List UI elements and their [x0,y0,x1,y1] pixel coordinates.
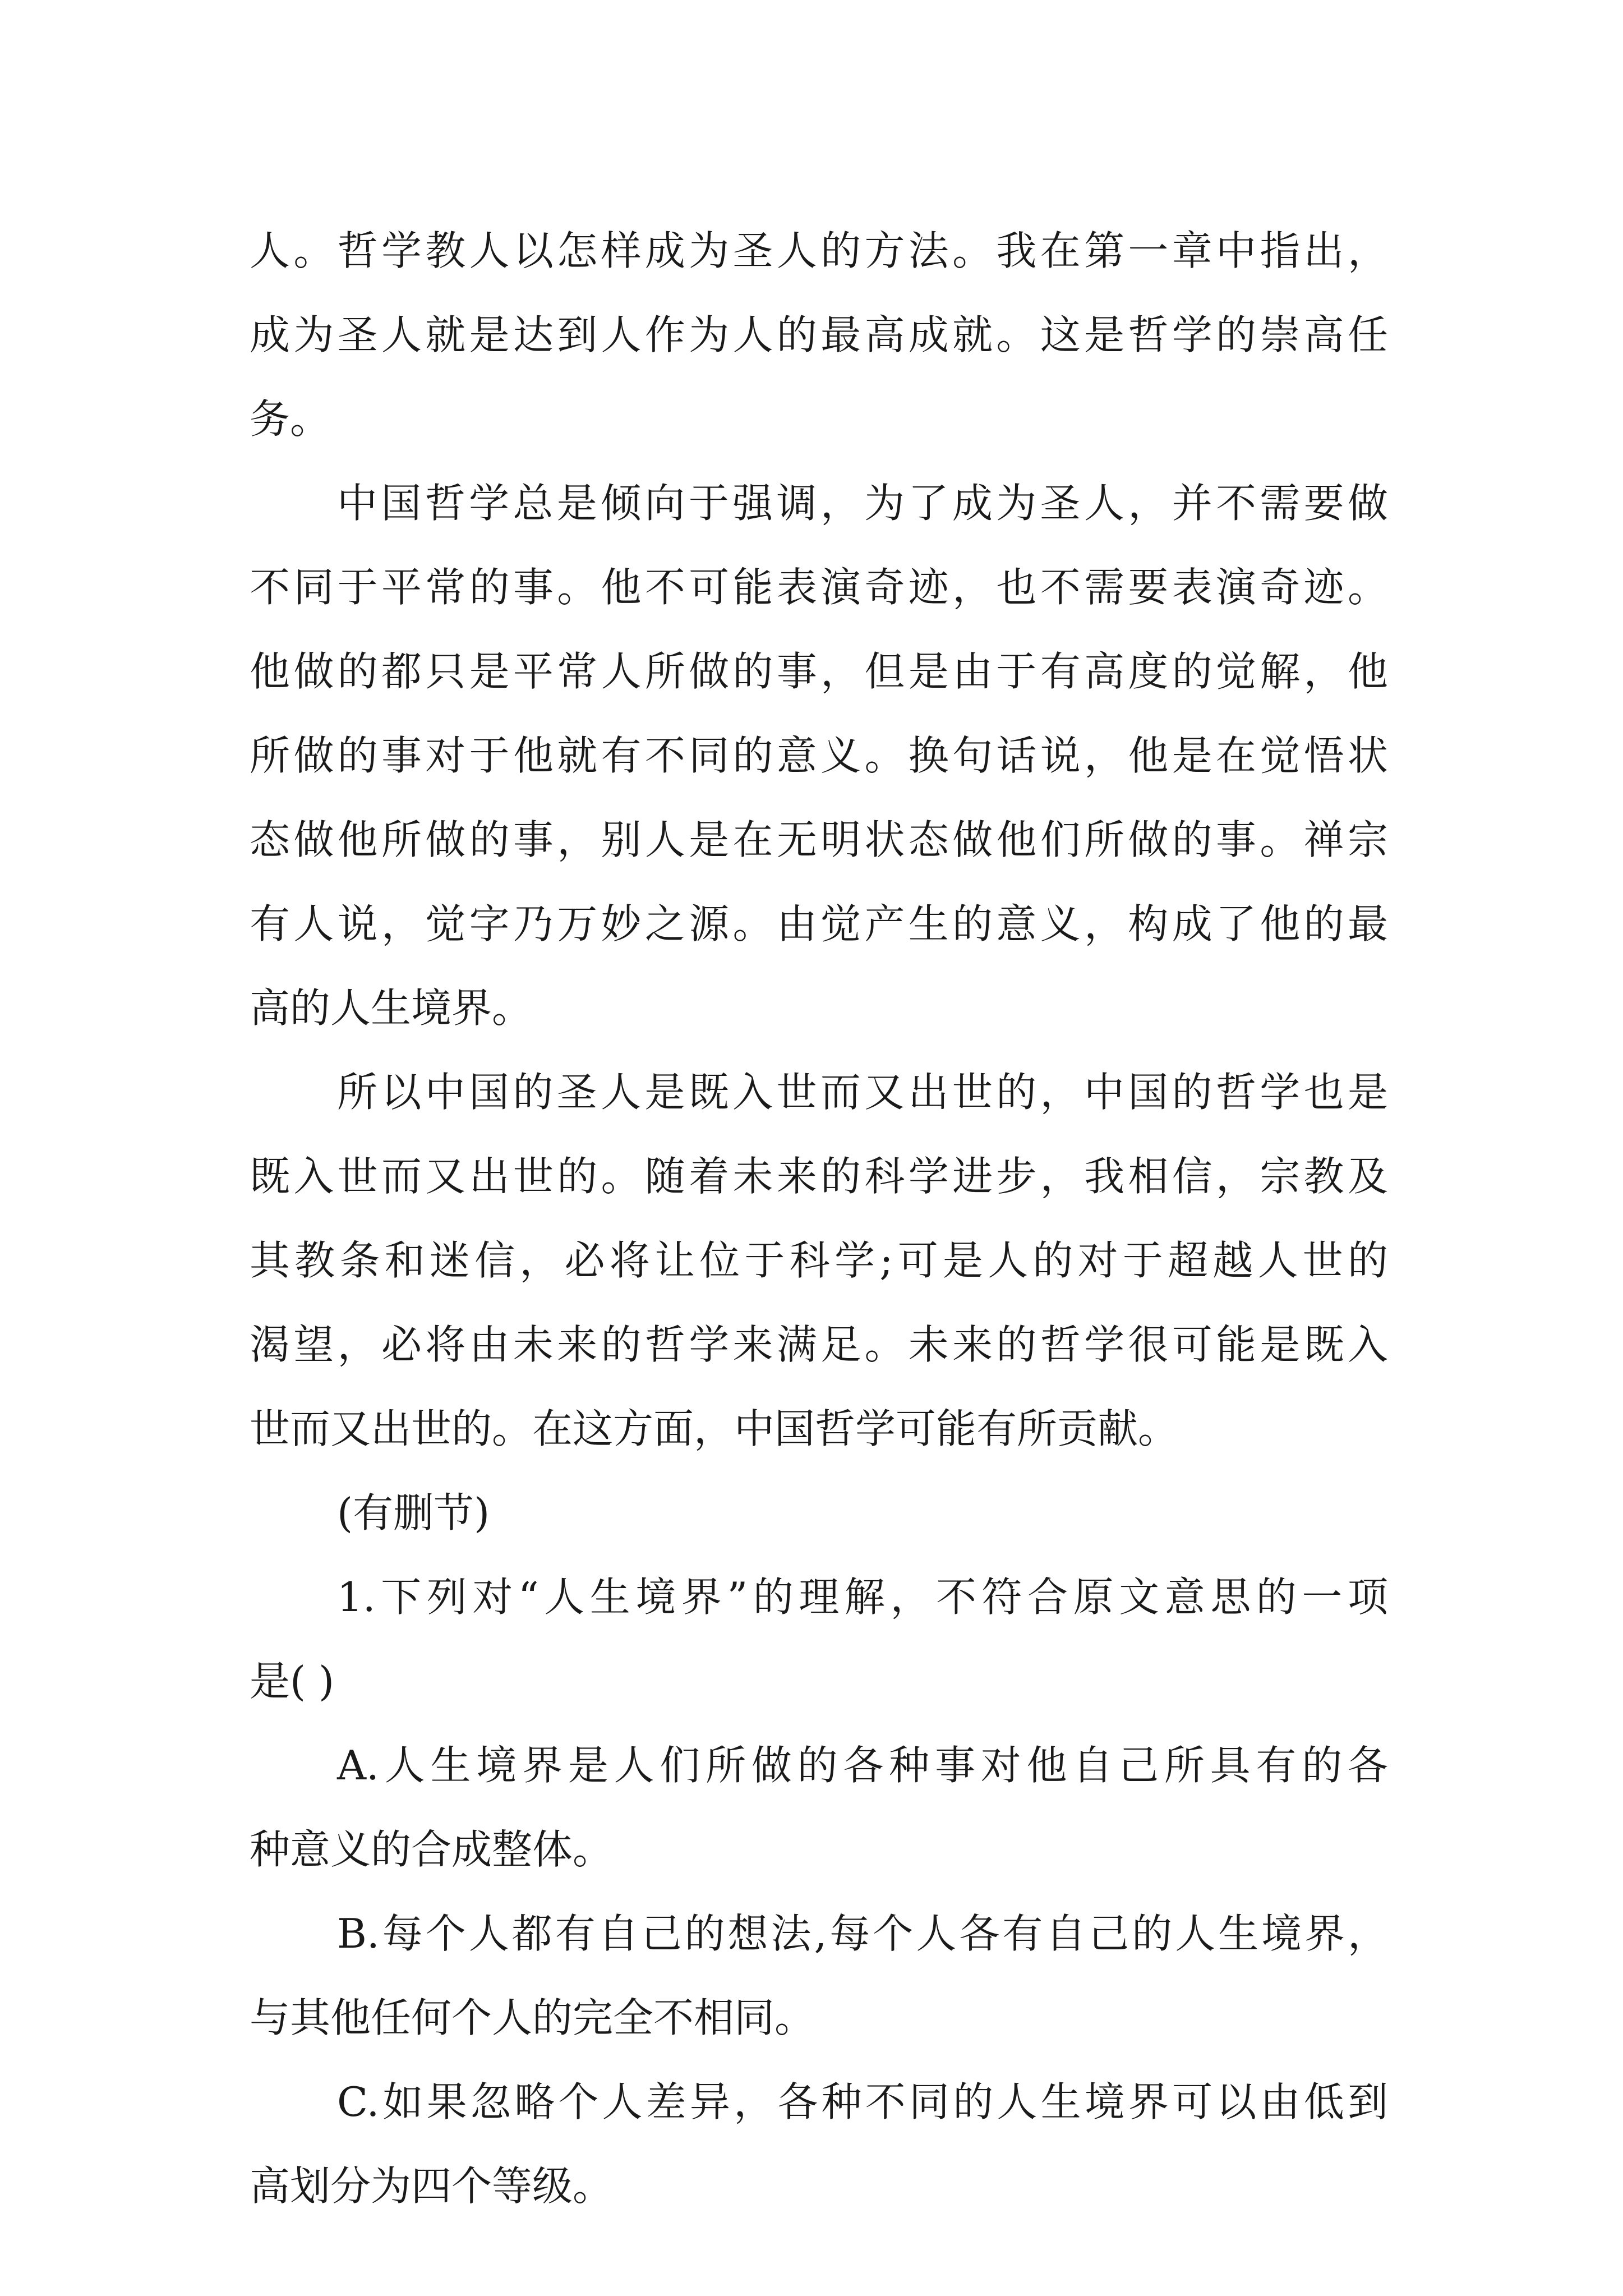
text-line: 与其他任何个人的完全不相同。 [250,1994,815,2041]
text-line: 不同于平常的事。他不可能表演奇迹，也不需要表演奇迹。 [250,564,1388,611]
text-line: A.人生境界是人们所做的各种事对他自己所具有的各 [337,1742,1388,1789]
text-line: 既入世而又出世的。随着未来的科学进步，我相信，宗教及 [250,1153,1388,1200]
text-line: 中国哲学总是倾向于强调，为了成为圣人，并不需要做 [337,480,1388,527]
body-text [250,209,1388,2228]
text-line: 种意义的合成整体。 [250,1826,614,1873]
text-line: 所做的事对于他就有不同的意义。换句话说，他是在觉悟状 [250,732,1388,779]
text-line: 务。 [250,395,331,443]
text-line: (有删节) [337,1489,490,1536]
text-line: 所以中国的圣人是既入世而又出世的，中国的哲学也是 [337,1069,1388,1116]
text-line: 高的人生境界。 [250,984,533,1032]
text-line: 有人说，觉字乃万妙之源。由觉产生的意义，构成了他的最 [250,900,1388,947]
text-line: 世而又出世的。在这方面，中国哲学可能有所贡献。 [250,1405,1179,1452]
text-line: 人。哲学教人以怎样成为圣人的方法。我在第一章中指出， [250,227,1388,274]
text-line: 态做他所做的事，别人是在无明状态做他们所做的事。禅宗 [250,816,1388,863]
text-line: B.每个人都有自己的想法,每个人各有自己的人生境界， [337,1910,1388,1957]
text-line: C.如果忽略个人差异，各种不同的人生境界可以由低到 [337,2078,1388,2125]
text-line: 是( ) [250,1658,335,1705]
text-line: 高划分为四个等级。 [250,2162,614,2210]
text-line: 成为圣人就是达到人作为人的最高成就。这是哲学的崇高任 [250,311,1388,358]
text-line: 渴望，必将由未来的哲学来满足。未来的哲学很可能是既入 [250,1321,1388,1368]
text-line: 其教条和迷信，必将让位于科学;可是人的对于超越人世的 [250,1237,1388,1284]
text-line: 他做的都只是平常人所做的事，但是由于有高度的觉解，他 [250,648,1388,695]
text-line: 1.下列对“人生境界”的理解，不符合原文意思的一项 [337,1573,1388,1621]
